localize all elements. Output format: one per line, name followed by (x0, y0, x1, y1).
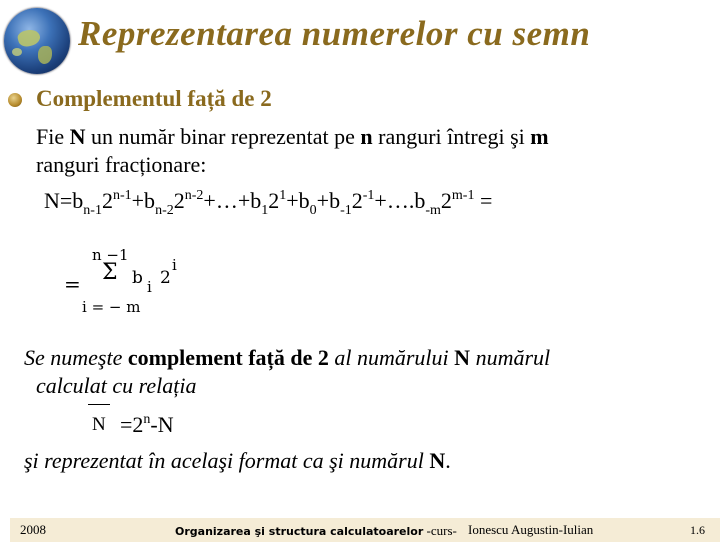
footer-bar (10, 518, 720, 542)
paragraph-line-1: Fie N un număr binar reprezentat pe n ranguri întregi şi m (36, 124, 549, 149)
expansion-formula: $N=b_{n-1}2^{n-1}+b_{n-2}2^{n-2}+\dots+b_12^1+b_0+b_{-1}2^{-1}+\dots.b_{-m}2^{m-1}$ = (44, 188, 493, 218)
footer-author: Ionescu Augustin-Iulian (468, 522, 594, 537)
definition-line-1: Se numeşte complement față de 2 al numărului N numărul (24, 345, 551, 370)
summation-formula: = n −1 Σ b i 2 i i = − m (64, 246, 177, 316)
complement-overline (88, 404, 110, 405)
definition-line-2: calculat cu relația (36, 373, 197, 398)
complement-symbol: N (92, 414, 106, 435)
section-heading: Complementul față de 2 (36, 86, 272, 111)
closing-line: şi reprezentat în acelaşi format ca şi numărul N. (24, 448, 451, 473)
footer-course: Organizarea şi structura calculatoarelor -curs- (175, 523, 457, 538)
globe-logo-icon (4, 8, 70, 74)
bullet-icon (8, 93, 22, 107)
footer-year: 2008 (20, 522, 46, 537)
complement-relation: $=2^n-N$ (120, 412, 174, 437)
slide-title: Reprezentarea numerelor cu semn (78, 14, 591, 53)
paragraph-line-2: ranguri fracționare: (36, 152, 207, 177)
footer-page-number: 1.6 (690, 523, 705, 537)
